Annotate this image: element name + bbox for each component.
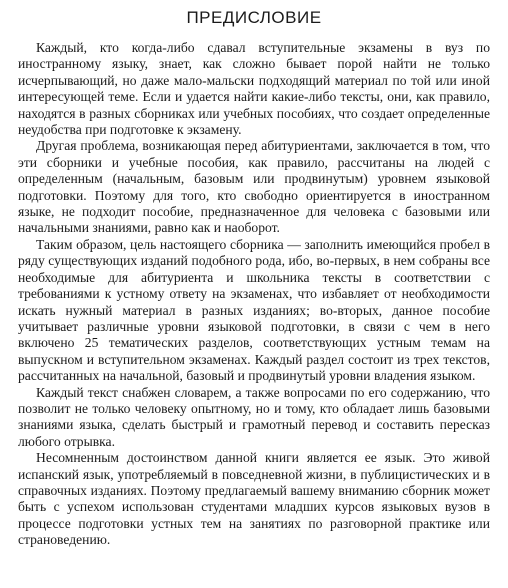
page-title: ПРЕДИСЛОВИЕ	[186, 8, 322, 27]
paragraph-4: Каждый текст снабжен словарем, а также вопросами по его содержанию, что позволит не только человеку опытному, но и тому, кто обладает лишь базовыми знаниями языка, сделать быстрый и грамотный перевод и составить пересказ любого отрывка.	[18, 384, 490, 449]
paragraph-2: Другая проблема, возникающая перед абитуриентами, заключается в том, что эти сборники и учебные пособия, как правило, рассчитаны на людей с определенным (начальным, базовым или продвинутым) уровнем языковой подготовки. Поэтому для того, кто свободно ориентируется в иностранном языке, не подходит пособие, предназначенное для человека с базовыми или начальными знаниями, равно как и наоборот.	[18, 138, 490, 236]
paragraph-1: Каждый, кто когда-либо сдавал вступительные экзамены в вуз по иностранному языку, знает, как сложно бывает порой найти не только исчерпывающий, но даже мало-мальски подходящий материал по той или иной интересующей теме. Если и удается найти какие-либо тексты, они, как правило, находятся в разных сборниках или учебных пособиях, что создает определенные неудобства при подготовке к экзамену.	[18, 40, 490, 138]
paragraph-5: Несомненным достоинством данной книги является ее язык. Это живой испанский язык, употребляемый в повседневной жизни, в публицистических и в справочных изданиях. Поэтому предлагаемый вашему вниманию сборник может быть с успехом использован студентами младших курсов языковых вузов в процессе подготовки устных тем на занятиях по разговорной практике или страноведению.	[18, 450, 490, 548]
paragraph-3: Таким образом, цель настоящего сборника — заполнить имеющийся пробел в ряду существующих изданий подобного рода, ибо, во-первых, в нем собраны все необходимые для абитуриента и школьника тексты в соответствии с требованиями к устному ответу на экзаменах, что избавляет от необходимости искать нужный материал в разных изданиях; во-вторых, данное пособие учитывает различные уровни языковой подготовки, в связи с чем в него включено 25 тематических разделов, соответствующих устным темам на выпускном и вступительном экзаменах. Каждый раздел состоит из трех текстов, рассчитанных на начальной, базовый и продвинутый уровни владения языком.	[18, 236, 490, 384]
